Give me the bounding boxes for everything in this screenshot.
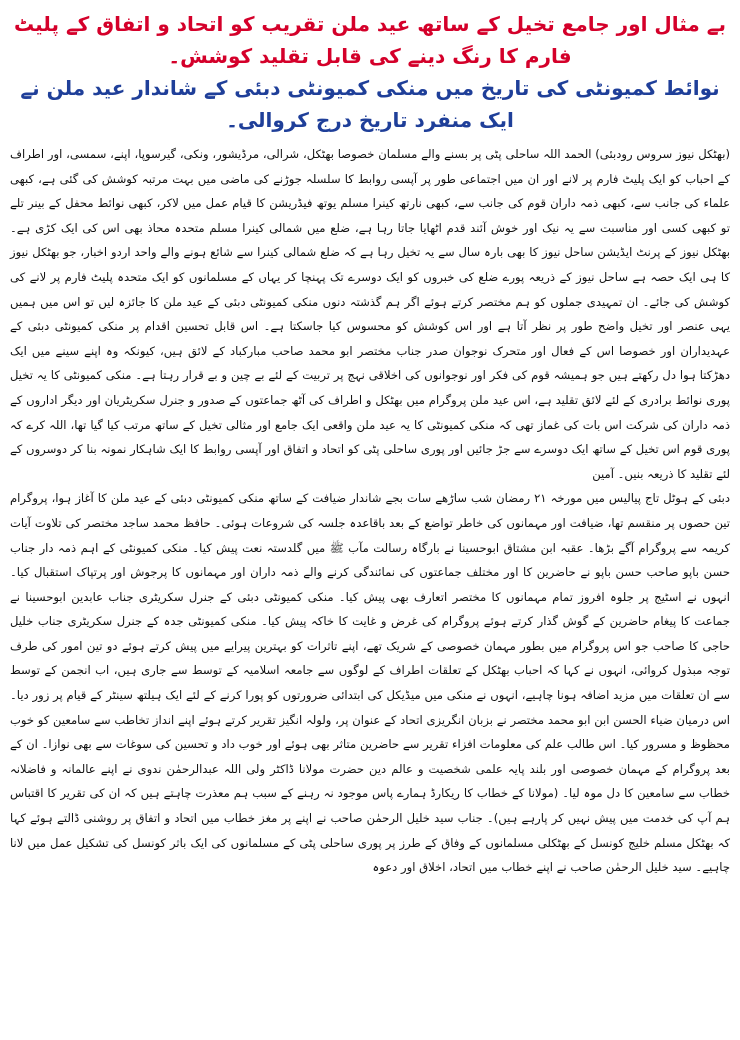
article-paragraph: (بھٹکل نیوز سروس رودبئی) الحمد اللہ ساحلی پٹی پر بسنے والے مسلمان خصوصا بھٹکل، شرالی، مرڈیشور، ونکی، گیرسوپا، اپنے، سمسی، اور اطراف کے احباب کو ایک پلیٹ فارم پر لانے اور ان میں اجتماعی طور پر آپسی روابط کا سلسلہ جوڑنے کی ماضی میں بہت مرتبہ کوشش کی گئی ہے، کبھی علماء کی جانب سے، کبھی ذمہ داران قوم کی جانب سے، کبھی نارتھ کینرا مسلم یوتھ فیڈریشن کا قیام عمل میں لاکر، کبھی نوائط محفل کے بینر تلے تو کبھی کسی اور مناسبت سے یہ نیک اور خوش آئند قدم اٹھایا جاتا رہا ہے، ضلع میں شمالی کینرا مسلم متحدہ محاذ بھی اس کی ایک کڑی ہے۔ بھٹکل نیوز کے پرنٹ ایڈیشن ساحل نیوز کا بھی بارہ سال سے یہ تخیل رہا ہے کہ ضلع شمالی کینرا سے شائع ہونے والے واحد اردو اخبار، جو بھٹکل نیوز کا ہی ایک حصہ ہے ساحل نیوز کے ذریعہ پورے ضلع کی خبروں کو ایک دوسرے تک پہنچا کر یہاں کے مسلمانوں کو ایک متحدہ پلیٹ فارم پر لانے کی کوشش کی جائے۔ ان تمہیدی جملوں کو ہم مختصر کرتے ہوئے اگر ہم گذشتہ دنوں منکی کمیونٹی دبئی کے عید ملن کا جائزہ لیں تو اس میں ہمیں یہی عنصر اور تخیل واضح طور پر نظر آتا ہے اور اس کوشش کو محسوس کیا جاسکتا ہے۔ اس قابل تحسین اقدام پر منکی کمیونٹی دبئی کے عہدیداران اور خصوصا اس کے فعال اور متحرک نوجوان صدر جناب مختصر ابو محمد صاحب مبارکباد کے لائق ہیں، کیونکہ وہ اپنے سینے میں ایک دھڑکتا ہوا دل رکھتے ہیں جو ہمیشہ قوم کی فکر اور نوجوانوں کی اخلاقی نہج پر تربیت کے لئے بے چین و بے قرار رہتا ہے۔ منکی کمیونٹی کا یہ تخیل پوری نوائط برادری کے لئے لائق تقلید ہے، اس عید ملن پروگرام میں بھٹکل و اطراف کی آٹھ جماعتوں کے صدور و جنرل سکریٹریان اور دیگر اداروں کے ذمہ داران کی شرکت اس بات کی غماز تھی کہ منکی کمیونٹی کا یہ عید ملن واقعی ایک جامع اور مثالی تخیل کے ساتھ مرتب کیا گیا تھا، اللہ کرے کہ پوری قوم اس تخیل کے ساتھ ایک دوسرے سے جڑ جائیں اور پوری ساحلی پٹی کو اتحاد و اتفاق اور آپسی روابط کا ایک شاہکار نمونہ بنا کر دوسروں کے لئے تقلید کا ذریعہ بنیں۔ آمین — [10, 147, 730, 481]
headline-sub: نوائط کمیونٹی کی تاریخ میں منکی کمیونٹی دبئی کے شاندار عید ملن نے ایک منفرد تاریخ درج کروالی۔ — [20, 76, 720, 132]
article-paragraph: دبئی کے ہوٹل تاج پیالیس میں مورخہ ۲۱ رمضان شب ساڑھے سات بجے شاندار ضیافت کے ساتھ منکی کمیونٹی دبئی کے عید ملن کا آغاز ہوا، پروگرام تین حصوں پر منقسم تھا، ضیافت اور مہمانوں کی خاطر تواضع کے بعد باقاعدہ جلسہ کی شروعات ہوئی۔ حافظ محمد ساجد مختصر کی تلاوت آیات کریمہ سے پروگرام آگے بڑھا۔ عقبہ ابن مشتاق ابوحسینا نے بارگاہ رسالت مآب ﷺ میں گلدستہ نعت پیش کیا۔ منکی کمیونٹی کے اہم ذمہ دار جناب حسن باپو صاحب حسن باپو نے حاضرین کا اور مختلف جماعتوں کی نمائندگی کرنے والے ذمہ داران اور مہمانوں کا پرجوش اور پرتپاک استقبال کیا۔ انہوں نے اسٹیج پر جلوہ افروز تمام مہمانوں کا مختصر اتعارف بھی پیش کیا۔ منکی کمیونٹی دبئی کے جنرل سکریٹری جناب عابدین ابوحسینا نے جماعت کا پیغام حاضرین کے گوش گذار کرتے ہوئے پروگرام کی غرض و غایت کا خاکہ پیش کیا۔ منکی کمیونٹی جدہ کے جنرل سکریٹری جناب خلیل حاجی کا صاحب جو اس پروگرام میں بطور مہمان خصوصی کے شریک تھے، اپنے تاثرات کو بہترین پیرایے میں پیش کرتے ہوئے دو تین امور کی طرف توجہ مبذول کروائی، انہوں نے کہا کہ احباب بھٹکل کے تعلقات اطراف کے لوگوں سے جامعہ اسلامیہ کے توسط سے جاری ہیں، اب انجمن کے توسط سے ان تعلقات میں مزید اضافہ ہونا چاہیے، انہوں نے منکی میں میڈیکل کی ابتدائی ضرورتوں کو پورا کرنے کے لئے ایک ہیلتھ سینٹر کے قیام پر زور دیا۔ اس درمیان ضیاء الحسن ابن ابو محمد مختصر نے بزبان انگریزی اتحاد کے عنوان پر، ولولہ انگیز تقریر کرتے ہوئے اپنے انداز تخاطب سے سامعین کو خوب محظوظ و مسرور کیا۔ اس طالب علم کی معلومات افزاء تقریر سے حاضرین متاثر بھی ہوئے اور خوب داد و تحسین کی سوغات سے بھی نوازا۔ ان کے بعد پروگرام کے مہمان خصوصی اور بلند پایہ علمی شخصیت و عالم دین حضرت مولانا ڈاکٹر ولی اللہ عبدالرحمٰن ندوی نے اپنے عالمانہ و فاضلانہ خطاب سے سامعین کا دل موہ لیا۔ (مولانا کے خطاب کا ریکارڈ ہمارے پاس موجود نہ رہنے کے سبب ہم معذرت چاہتے ہیں کہ ان کی تقریر کا اقتباس ہم آپ کی خدمت میں پیش نہیں کر پارہے ہیں)۔ جناب سید خلیل الرحمٰن صاحب نے اپنے پر مغز خطاب میں اتحاد و اتفاق پر روشنی ڈالتے ہوئے کہا کہ بھٹکل مسلم خلیج کونسل کے بھٹکلی مسلمانوں کے وفاق کے طرز پر پوری ساحلی پٹی کے مسلمانوں کی ایک باثر کونسل کی تشکیل عمل میں لانا چاہیے۔ سید خلیل الرحمٰن صاحب نے اپنے خطاب میں اتحاد، اخلاق اور دعوہ — [10, 491, 730, 875]
article-body — [10, 142, 730, 880]
headline-main: بے مثال اور جامع تخیل کے ساتھ عید ملن تقریب کو اتحاد و اتفاق کے پلیٹ فارم کا رنگ دینے کی قابل تقلید کوشش۔ — [13, 12, 727, 68]
